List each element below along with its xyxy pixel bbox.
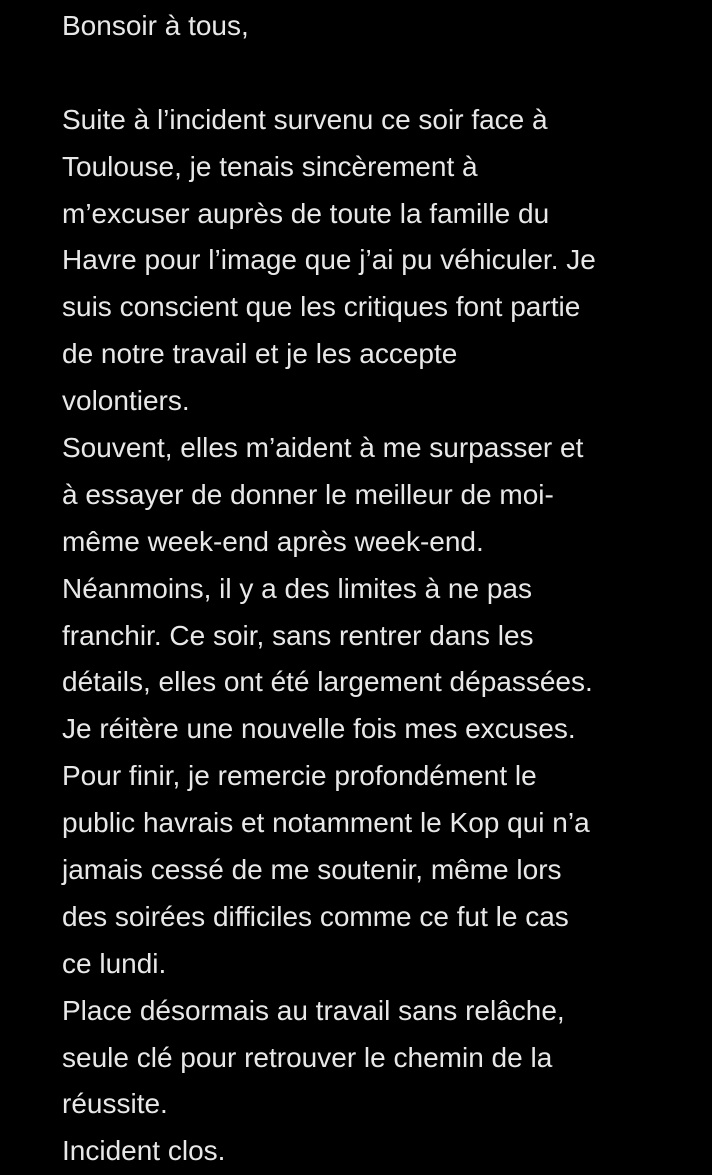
note-line: Je réitère une nouvelle fois mes excuses. [62,713,576,745]
note-line: franchir. Ce soir, sans rentrer dans les [62,619,534,651]
note-line: Havre pour l’image que j’ai pu véhiculer. Je [62,244,596,276]
note-line: détails, elles ont été largement dépassées. [62,666,593,698]
note-line: m’excuser auprès de toute la famille du [62,197,550,229]
note-line: Bonsoir à tous, [62,10,249,41]
note-line: seule clé pour retrouver le chemin de la [62,1041,553,1073]
note-line: Toulouse, je tenais sincèrement à [62,150,478,182]
note-line: à essayer de donner le meilleur de moi- [62,478,554,510]
note-blank-line [62,50,702,97]
note-line: Pour finir, je remercie profondément le [62,760,537,792]
note-text-body [62,3,702,1175]
note-line: de notre travail et je les accepte [62,338,458,370]
note-line: ce lundi. [62,947,167,979]
note-line: suis conscient que les critiques font partie [62,291,581,323]
note-line: Souvent, elles m’aident à me surpasser et [62,432,584,464]
note-line: Suite à l’incident survenu ce soir face à [62,103,548,135]
note-line: Place désormais au travail sans relâche, [62,994,565,1026]
note-line: réussite. [62,1088,168,1120]
note-line: Néanmoins, il y a des limites à ne pas [62,572,532,604]
note-line: des soirées difficiles comme ce fut le cas [62,900,569,932]
note-line: public havrais et notamment le Kop qui n’a [62,807,590,839]
note-line: même week-end après week-end. [62,525,484,557]
note-line: jamais cessé de me soutenir, même lors [62,854,562,886]
note-line: Incident clos. [62,1135,226,1167]
note-line: volontiers. [62,385,190,417]
